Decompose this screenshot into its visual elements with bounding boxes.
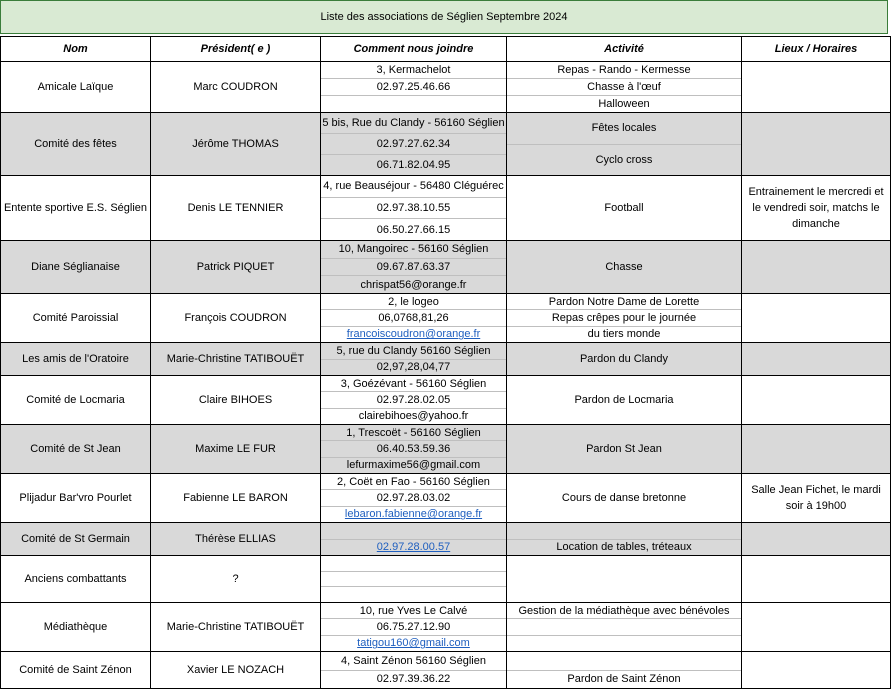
- cell-contact[interactable]: [321, 294, 507, 343]
- cell-president[interactable]: Patrick PIQUET: [151, 241, 321, 294]
- cell-contact-line: lefurmaxime56@gmail.com: [346, 459, 481, 472]
- table-row: [1, 425, 891, 474]
- cell-activite-lines: [507, 652, 741, 688]
- cell-contact-line: 3, Kermachelot: [321, 62, 506, 79]
- cell-contact-line: 5 bis, Rue du Clandy - 56160 Séglien: [321, 113, 506, 134]
- table-body: [1, 62, 891, 689]
- cell-contact-line: 02.97.28.02.05: [321, 392, 506, 408]
- cell-contact-line[interactable]: lebaron.fabienne@orange.fr: [344, 508, 483, 521]
- table-row: [1, 376, 891, 425]
- cell-contact-line: [321, 587, 506, 602]
- cell-president[interactable]: Claire BIHOES: [151, 376, 321, 425]
- cell-contact-line: 02.97.28.03.02: [321, 490, 506, 506]
- cell-contact-line[interactable]: francoiscoudron@orange.fr: [346, 328, 481, 341]
- cell-activite-line: Fêtes locales: [507, 113, 741, 145]
- cell-lieux[interactable]: [742, 652, 891, 689]
- cell-nom[interactable]: Comité de St Germain: [1, 523, 151, 556]
- cell-activite[interactable]: [507, 474, 742, 523]
- cell-contact[interactable]: [321, 343, 507, 376]
- cell-contact[interactable]: [321, 62, 507, 113]
- cell-nom[interactable]: Comité Paroissial: [1, 294, 151, 343]
- cell-contact-line: 1, Trescoët - 56160 Séglien: [321, 425, 506, 441]
- cell-contact-line: 4, rue Beauséjour - 56480 Cléguérec: [321, 176, 506, 198]
- table-row: [1, 176, 891, 241]
- cell-activite[interactable]: [507, 425, 742, 474]
- associations-table: [0, 36, 891, 689]
- cell-activite-line: Repas - Rando - Kermesse: [507, 62, 741, 79]
- cell-activite[interactable]: [507, 603, 742, 652]
- header-activite[interactable]: Activité: [507, 37, 742, 62]
- table-row: [1, 241, 891, 294]
- cell-contact-line: 06.50.27.66.15: [376, 223, 451, 236]
- cell-lieux[interactable]: [742, 556, 891, 603]
- cell-lieux[interactable]: [742, 523, 891, 556]
- cell-contact-line: [321, 523, 506, 540]
- cell-activite-lines: [507, 176, 741, 240]
- cell-president[interactable]: Xavier LE NOZACH: [151, 652, 321, 689]
- cell-lieux[interactable]: [742, 425, 891, 474]
- cell-contact-line: 5, rue du Clandy 56160 Séglien: [321, 343, 506, 360]
- cell-activite[interactable]: [507, 343, 742, 376]
- cell-activite-line: Chasse: [605, 261, 643, 273]
- cell-activite-line: [507, 556, 741, 602]
- cell-contact-line: 06.75.27.12.90: [321, 619, 506, 635]
- cell-activite-line: Pardon de Saint Zénon: [567, 673, 681, 686]
- cell-activite-line: Location de tables, tréteaux: [556, 541, 692, 554]
- cell-president[interactable]: Marc COUDRON: [151, 62, 321, 113]
- table-row: [1, 603, 891, 652]
- cell-contact-line: 06,0768,81,26: [321, 310, 506, 326]
- cell-activite-line: Chasse à l'œuf: [507, 79, 741, 96]
- cell-activite-line: Halloween: [598, 98, 650, 110]
- cell-president[interactable]: Fabienne LE BARON: [151, 474, 321, 523]
- cell-contact-line: 06.40.53.59.36: [321, 441, 506, 457]
- cell-activite-lines: [507, 62, 741, 112]
- cell-contact[interactable]: [321, 376, 507, 425]
- cell-activite[interactable]: [507, 241, 742, 294]
- cell-contact[interactable]: [321, 176, 507, 241]
- cell-contact-lines: [321, 62, 506, 112]
- cell-activite-line: Pardon Notre Dame de Lorette: [507, 294, 741, 310]
- cell-activite[interactable]: [507, 294, 742, 343]
- cell-contact-line: 09.67.87.63.37: [321, 259, 506, 277]
- cell-activite-lines: [507, 343, 741, 375]
- cell-activite[interactable]: [507, 376, 742, 425]
- cell-contact-lines: [321, 294, 506, 342]
- cell-contact-lines: [321, 241, 506, 293]
- cell-contact-line: 3, Goézévant - 56160 Séglien: [321, 376, 506, 392]
- cell-activite-lines: [507, 113, 741, 175]
- cell-lieux[interactable]: [742, 376, 891, 425]
- cell-activite[interactable]: [507, 652, 742, 689]
- cell-contact-line: 2, Coët en Fao - 56160 Séglien: [321, 474, 506, 490]
- cell-contact[interactable]: [321, 556, 507, 603]
- table-row: [1, 523, 891, 556]
- cell-lieux[interactable]: Salle Jean Fichet, le mardi soir à 19h00: [742, 474, 891, 523]
- cell-contact-line: 4, Saint Zénon 56160 Séglien: [321, 652, 506, 671]
- cell-president[interactable]: Marie-Christine TATIBOUËT: [151, 343, 321, 376]
- cell-contact[interactable]: [321, 523, 507, 556]
- cell-activite[interactable]: [507, 176, 742, 241]
- cell-activite-line: Football: [604, 202, 644, 214]
- cell-president[interactable]: Thérèse ELLIAS: [151, 523, 321, 556]
- cell-activite[interactable]: [507, 62, 742, 113]
- cell-activite-line: Repas crêpes pour le journée: [507, 310, 741, 326]
- cell-president[interactable]: Marie-Christine TATIBOUËT: [151, 603, 321, 652]
- cell-activite[interactable]: [507, 113, 742, 176]
- cell-contact-line: clairebihoes@yahoo.fr: [358, 410, 469, 423]
- cell-activite-lines: [507, 294, 741, 342]
- cell-contact-line: 10, rue Yves Le Calvé: [321, 603, 506, 619]
- header-nom[interactable]: Nom: [1, 37, 151, 62]
- cell-contact-lines: [321, 343, 506, 375]
- cell-contact-lines: [321, 556, 506, 602]
- cell-lieux[interactable]: Entrainement le mercredi et le vendredi soir, matchs le dimanche: [742, 176, 891, 241]
- table-row: [1, 343, 891, 376]
- cell-contact-line: [321, 96, 506, 112]
- cell-activite-lines: [507, 376, 741, 424]
- cell-contact-lines: [321, 603, 506, 651]
- cell-president[interactable]: Jérôme THOMAS: [151, 113, 321, 176]
- cell-nom[interactable]: Plijadur Bar'vro Pourlet: [1, 474, 151, 523]
- cell-contact-lines: [321, 652, 506, 688]
- cell-contact-line: 10, Mangoirec - 56160 Séglien: [321, 241, 506, 259]
- cell-contact[interactable]: [321, 113, 507, 176]
- cell-activite-lines: [507, 241, 741, 293]
- header-lieux[interactable]: Lieux / Horaires: [742, 37, 891, 62]
- cell-contact-lines: [321, 113, 506, 175]
- cell-contact[interactable]: [321, 241, 507, 294]
- cell-contact[interactable]: [321, 603, 507, 652]
- cell-nom[interactable]: Comité de St Jean: [1, 425, 151, 474]
- cell-activite-lines: [507, 556, 741, 602]
- cell-president[interactable]: Maxime LE FUR: [151, 425, 321, 474]
- cell-contact-line: 02.97.38.10.55: [321, 198, 506, 220]
- cell-contact-lines: [321, 176, 506, 240]
- table-row: [1, 294, 891, 343]
- cell-contact-lines: [321, 425, 506, 473]
- cell-nom[interactable]: Médiathèque: [1, 603, 151, 652]
- table-row: [1, 556, 891, 603]
- cell-nom[interactable]: Anciens combattants: [1, 556, 151, 603]
- table-row: [1, 474, 891, 523]
- cell-activite[interactable]: [507, 556, 742, 603]
- cell-president[interactable]: ?: [151, 556, 321, 603]
- cell-contact-line: 02.97.39.36.22: [376, 673, 451, 686]
- cell-activite-line: [507, 636, 741, 651]
- cell-nom[interactable]: Entente sportive E.S. Séglien: [1, 176, 151, 241]
- cell-lieux[interactable]: [742, 343, 891, 376]
- cell-nom[interactable]: Les amis de l'Oratoire: [1, 343, 151, 376]
- cell-contact-lines: [321, 523, 506, 555]
- cell-activite[interactable]: [507, 523, 742, 556]
- cell-nom[interactable]: Comité de Locmaria: [1, 376, 151, 425]
- cell-contact-line: 02.97.27.62.34: [321, 134, 506, 155]
- cell-contact-line: 02.97.25.46.66: [321, 79, 506, 96]
- cell-activite-line: Cours de danse bretonne: [561, 492, 687, 504]
- table-row: [1, 113, 891, 176]
- cell-lieux[interactable]: [742, 113, 891, 176]
- cell-contact-lines: [321, 376, 506, 424]
- cell-president[interactable]: Denis LE TENNIER: [151, 176, 321, 241]
- cell-contact-line[interactable]: tatigou160@gmail.com: [357, 637, 470, 650]
- cell-activite-line: Pardon du Clandy: [579, 353, 669, 365]
- cell-activite-line: Pardon de Locmaria: [574, 394, 674, 406]
- cell-activite-line: [507, 619, 741, 635]
- cell-contact-line: [321, 572, 506, 588]
- header-president[interactable]: Président( e ): [151, 37, 321, 62]
- table-row: [1, 62, 891, 113]
- cell-contact-lines: [321, 474, 506, 522]
- cell-lieux[interactable]: [742, 62, 891, 113]
- cell-nom[interactable]: Amicale Laïque: [1, 62, 151, 113]
- cell-president[interactable]: François COUDRON: [151, 294, 321, 343]
- cell-contact-line: chrispat56@orange.fr: [360, 278, 467, 291]
- cell-contact-line: 02,97,28,04,77: [376, 361, 451, 374]
- header-row: [1, 37, 891, 62]
- sheet-title[interactable]: Liste des associations de Séglien Septembre 2024: [0, 0, 888, 34]
- cell-nom[interactable]: Comité de Saint Zénon: [1, 652, 151, 689]
- cell-activite-line: du tiers monde: [587, 328, 661, 341]
- cell-activite-lines: [507, 603, 741, 651]
- cell-lieux[interactable]: [742, 294, 891, 343]
- cell-activite-lines: [507, 425, 741, 473]
- cell-contact-line: [321, 556, 506, 572]
- cell-contact-line: 06.71.82.04.95: [376, 159, 451, 171]
- table-row: [1, 652, 891, 689]
- cell-contact-line: 2, le logeo: [321, 294, 506, 310]
- cell-activite-line: Pardon St Jean: [586, 443, 662, 455]
- cell-contact-line[interactable]: 02.97.28.00.57: [376, 541, 451, 554]
- cell-contact[interactable]: [321, 474, 507, 523]
- cell-nom[interactable]: Comité des fêtes: [1, 113, 151, 176]
- cell-nom[interactable]: Diane Séglianaise: [1, 241, 151, 294]
- cell-lieux[interactable]: [742, 603, 891, 652]
- cell-activite-line: [507, 652, 741, 671]
- cell-contact[interactable]: [321, 425, 507, 474]
- cell-activite-lines: [507, 474, 741, 522]
- cell-activite-line: [507, 523, 741, 540]
- header-contact[interactable]: Comment nous joindre: [321, 37, 507, 62]
- cell-activite-line: Cyclo cross: [595, 153, 653, 166]
- cell-activite-lines: [507, 523, 741, 555]
- cell-activite-line: Gestion de la médiathèque avec bénévoles: [507, 603, 741, 619]
- cell-lieux[interactable]: [742, 241, 891, 294]
- cell-contact[interactable]: [321, 652, 507, 689]
